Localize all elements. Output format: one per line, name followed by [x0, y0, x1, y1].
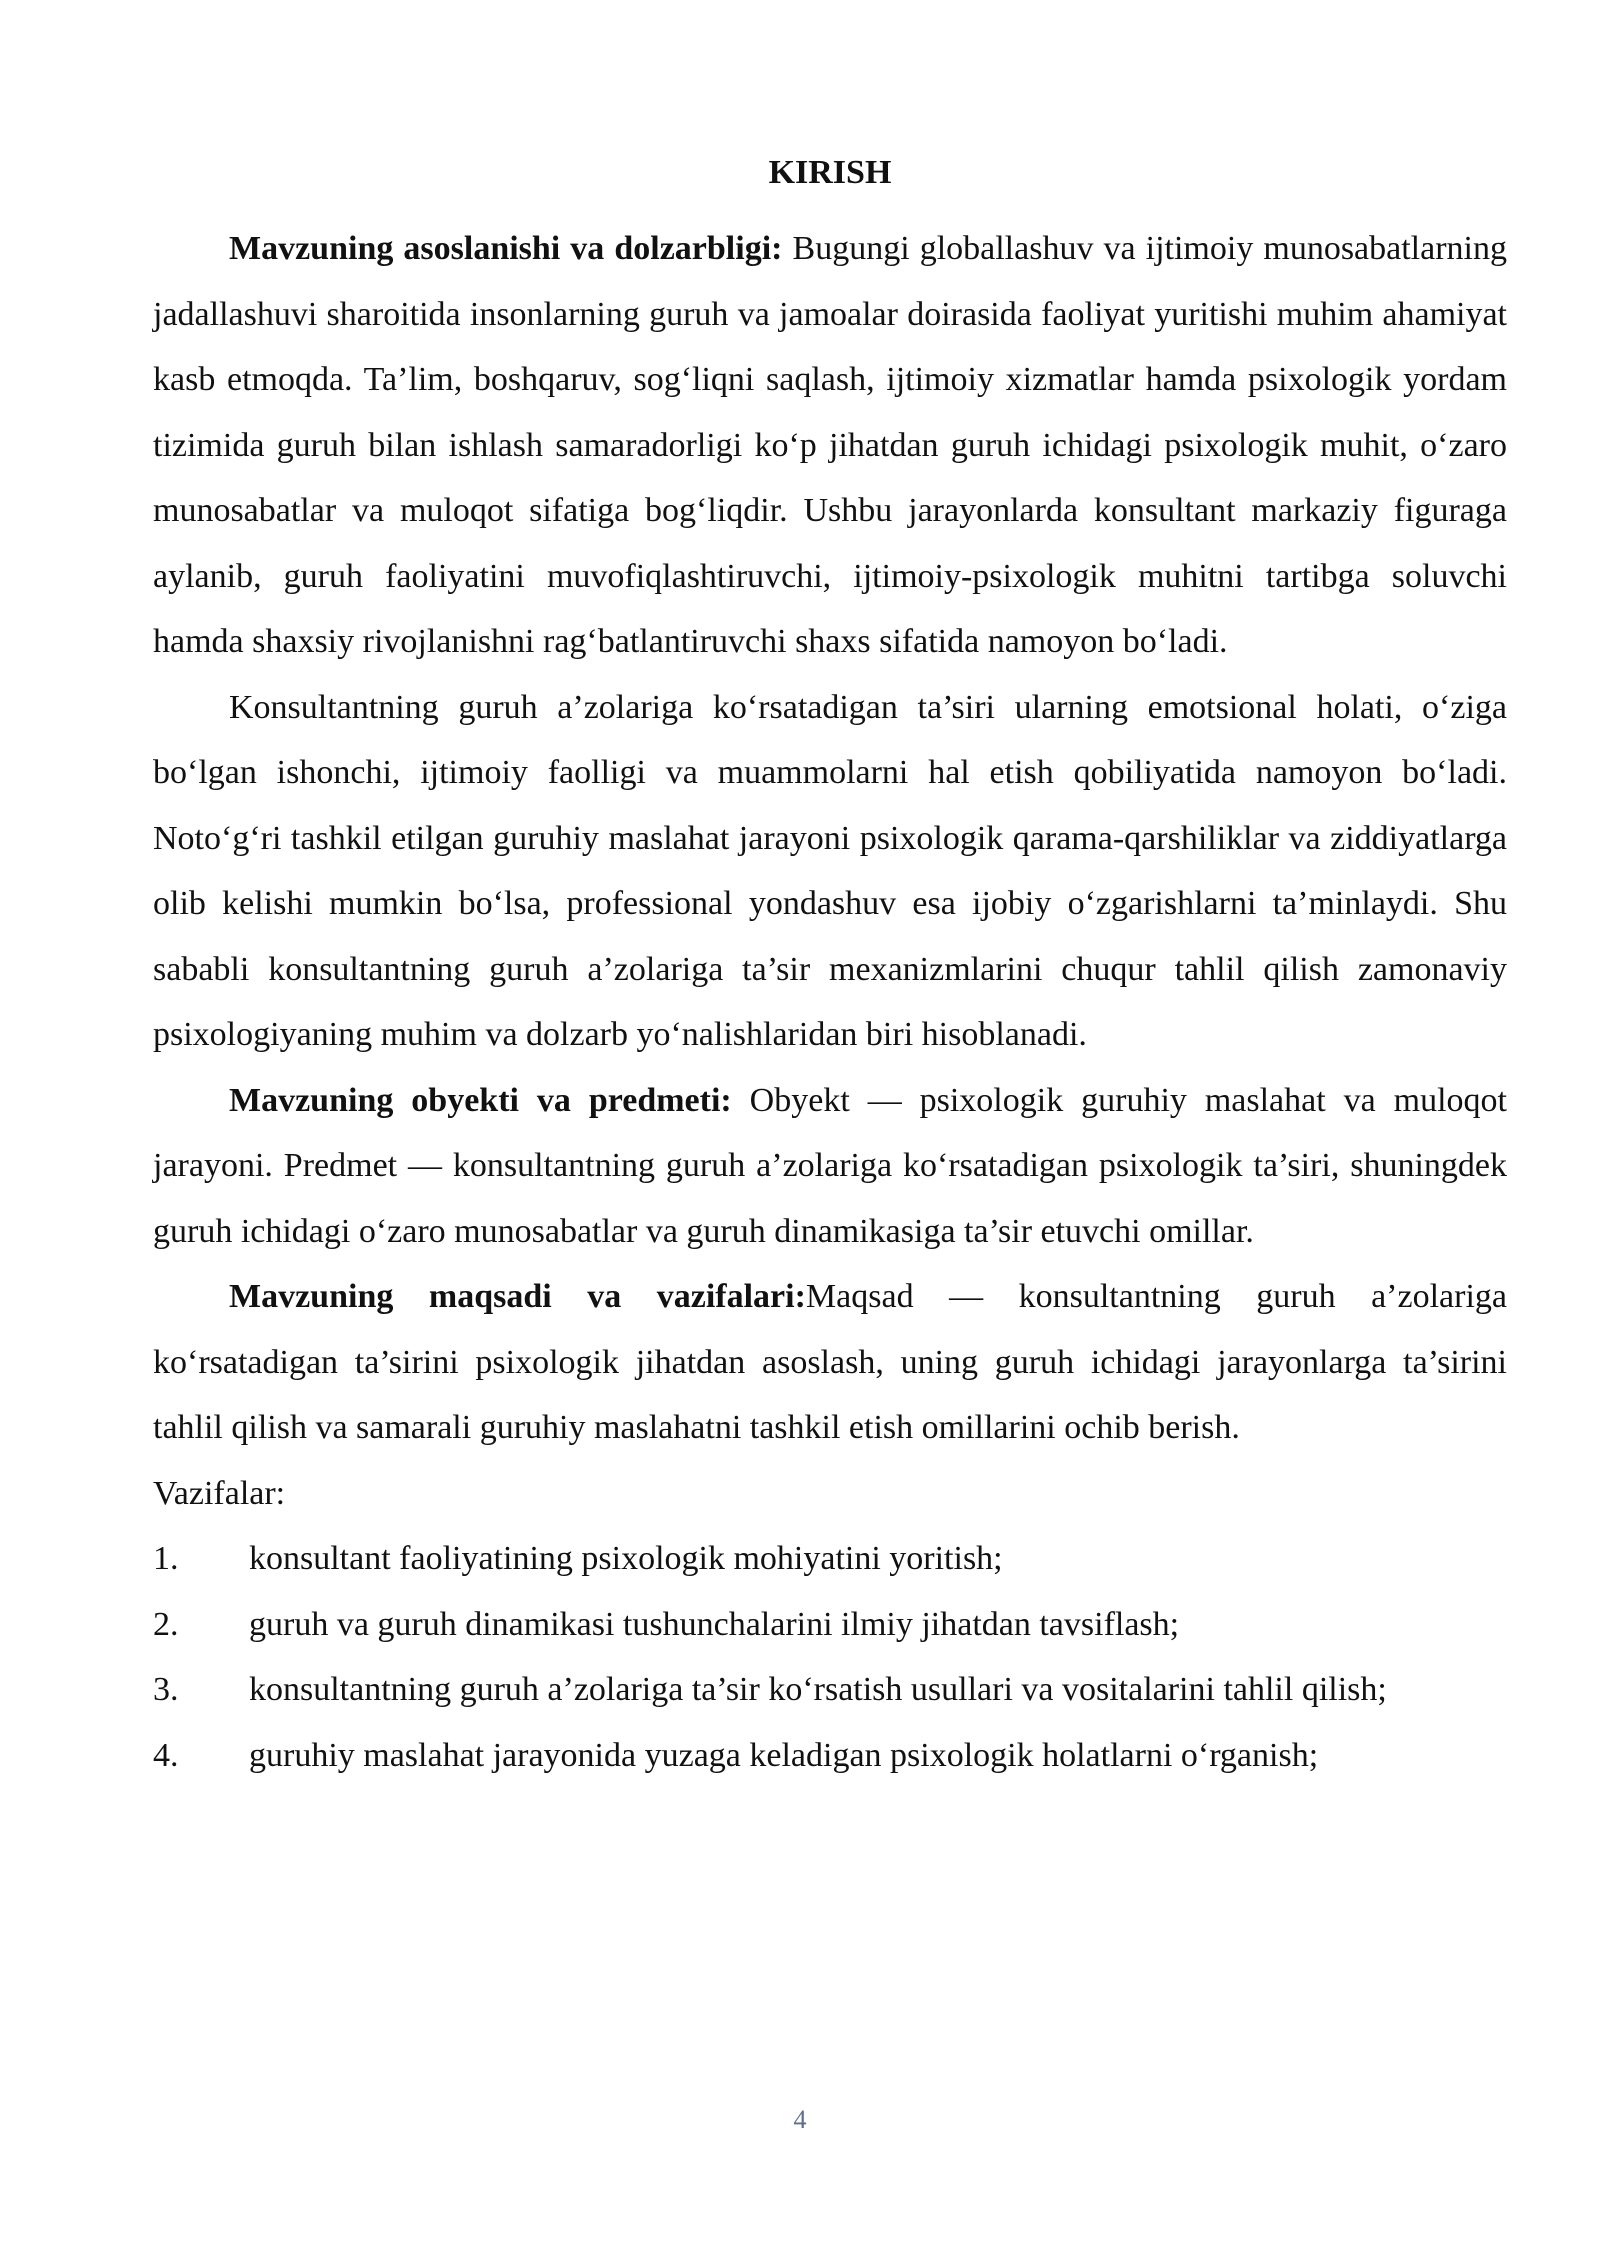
list-number: 1. [153, 1540, 179, 1577]
page-number: 4 [793, 2105, 807, 2134]
paragraph-text: Bugungi globallashuv va ijtimoiy munosabatlarning jadallashuvi sharoitida insonlarning guruh va jamoalar doirasida faoliyat yuritishi muhim ahamiyat kasb etmoqda. Ta’lim, boshqaruv, sog‘liqni saqlash, ijtimoiy xizmatlar hamda psixologik yordam tizimida guruh bilan ishlash samaradorligi ko‘p jihatdan guruh ichidagi psixologik muhit, o‘zaro munosabatlar va muloqot sifatiga bog‘liqdir. Ushbu jarayonlarda konsultant markaziy figuraga aylanib, guruh faoliyatini muvofiqlashtiruvchi, ijtimoiy-psixologik muhitni tartibga soluvchi hamda shaxsiy rivojlanishni rag‘batlantiruvchi shaxs sifatida namoyon bo‘ladi. [153, 230, 1507, 660]
section-label-relevance: Mavzuning asoslanishi va dolzarbligi: [229, 230, 783, 267]
list-item [153, 1723, 1507, 1789]
paragraph-goals [153, 1264, 1507, 1461]
list-number: 4. [153, 1736, 179, 1774]
list-text: konsultant faoliyatining psixologik mohiyatini yoritish; [249, 1540, 1003, 1577]
page-title: KIRISH [768, 154, 892, 191]
paragraph-text: Maqsad — konsultantning guruh a’zolariga ko‘rsatadigan ta’sirini psixologik jihatdan asoslash, uning guruh ichidagi jarayonlarga ta’sirini tahlil qilish va samarali guruhiy maslahatni tashkil etish omillarini ochib berish. [153, 1278, 1507, 1446]
tasks-label: Vazifalar: [153, 1474, 286, 1512]
list-text: konsultantning guruh a’zolariga ta’sir ko‘rsatish usullari va vositalarini tahlil qilish; [249, 1671, 1387, 1708]
list-item [153, 1526, 1507, 1592]
paragraph-text: Obyekt — psixologik guruhiy maslahat va muloqot jarayoni. Predmet — konsultantning guruh a’zolariga ko‘rsatadigan psixologik ta’siri, shuningdek guruh ichidagi o‘zaro munosabatlar va guruh dinamikasiga ta’sir etuvchi omillar. [153, 1081, 1507, 1250]
list-number: 2. [153, 1605, 179, 1643]
list-item [153, 1657, 1507, 1723]
section-label-object: Mavzuning obyekti va predmeti: [229, 1081, 732, 1119]
paragraph-relevance [153, 216, 1507, 675]
paragraph-object-subject [153, 1068, 1507, 1265]
paragraph-influence: Konsultantning guruh a’zolariga ko‘rsatadigan ta’siri ularning emotsional holati, o‘ziga bo‘lgan ishonchi, ijtimoiy faolligi va muammolarni hal etish qobiliyatida namoyon bo‘ladi. Noto‘g‘ri tashkil etilgan guruhiy maslahat jarayoni psixologik qarama-qarshiliklar va ziddiyatlarga olib kelishi mumkin bo‘lsa, professional yondashuv esa ijobiy o‘zgarishlarni ta’minlaydi. Shu sababli konsultantning guruh a’zolariga ta’sir mexanizmlarini chuqur tahlil qilish zamonaviy psixologiyaning muhim va dolzarb yo‘nalishlaridan biri hisoblanadi. [153, 688, 1507, 1053]
list-item [153, 1592, 1507, 1658]
list-text: guruh va guruh dinamikasi tushunchalarini ilmiy jihatdan tavsiflash; [249, 1605, 1180, 1643]
tasks-list [153, 1526, 1507, 1788]
document-page [153, 140, 1507, 1788]
section-label-goals: Mavzuning maqsadi va vazifalari: [229, 1278, 806, 1315]
list-text: guruhiy maslahat jarayonida yuzaga keladigan psixologik holatlarni o‘rganish; [249, 1736, 1319, 1774]
list-number: 3. [153, 1671, 179, 1708]
